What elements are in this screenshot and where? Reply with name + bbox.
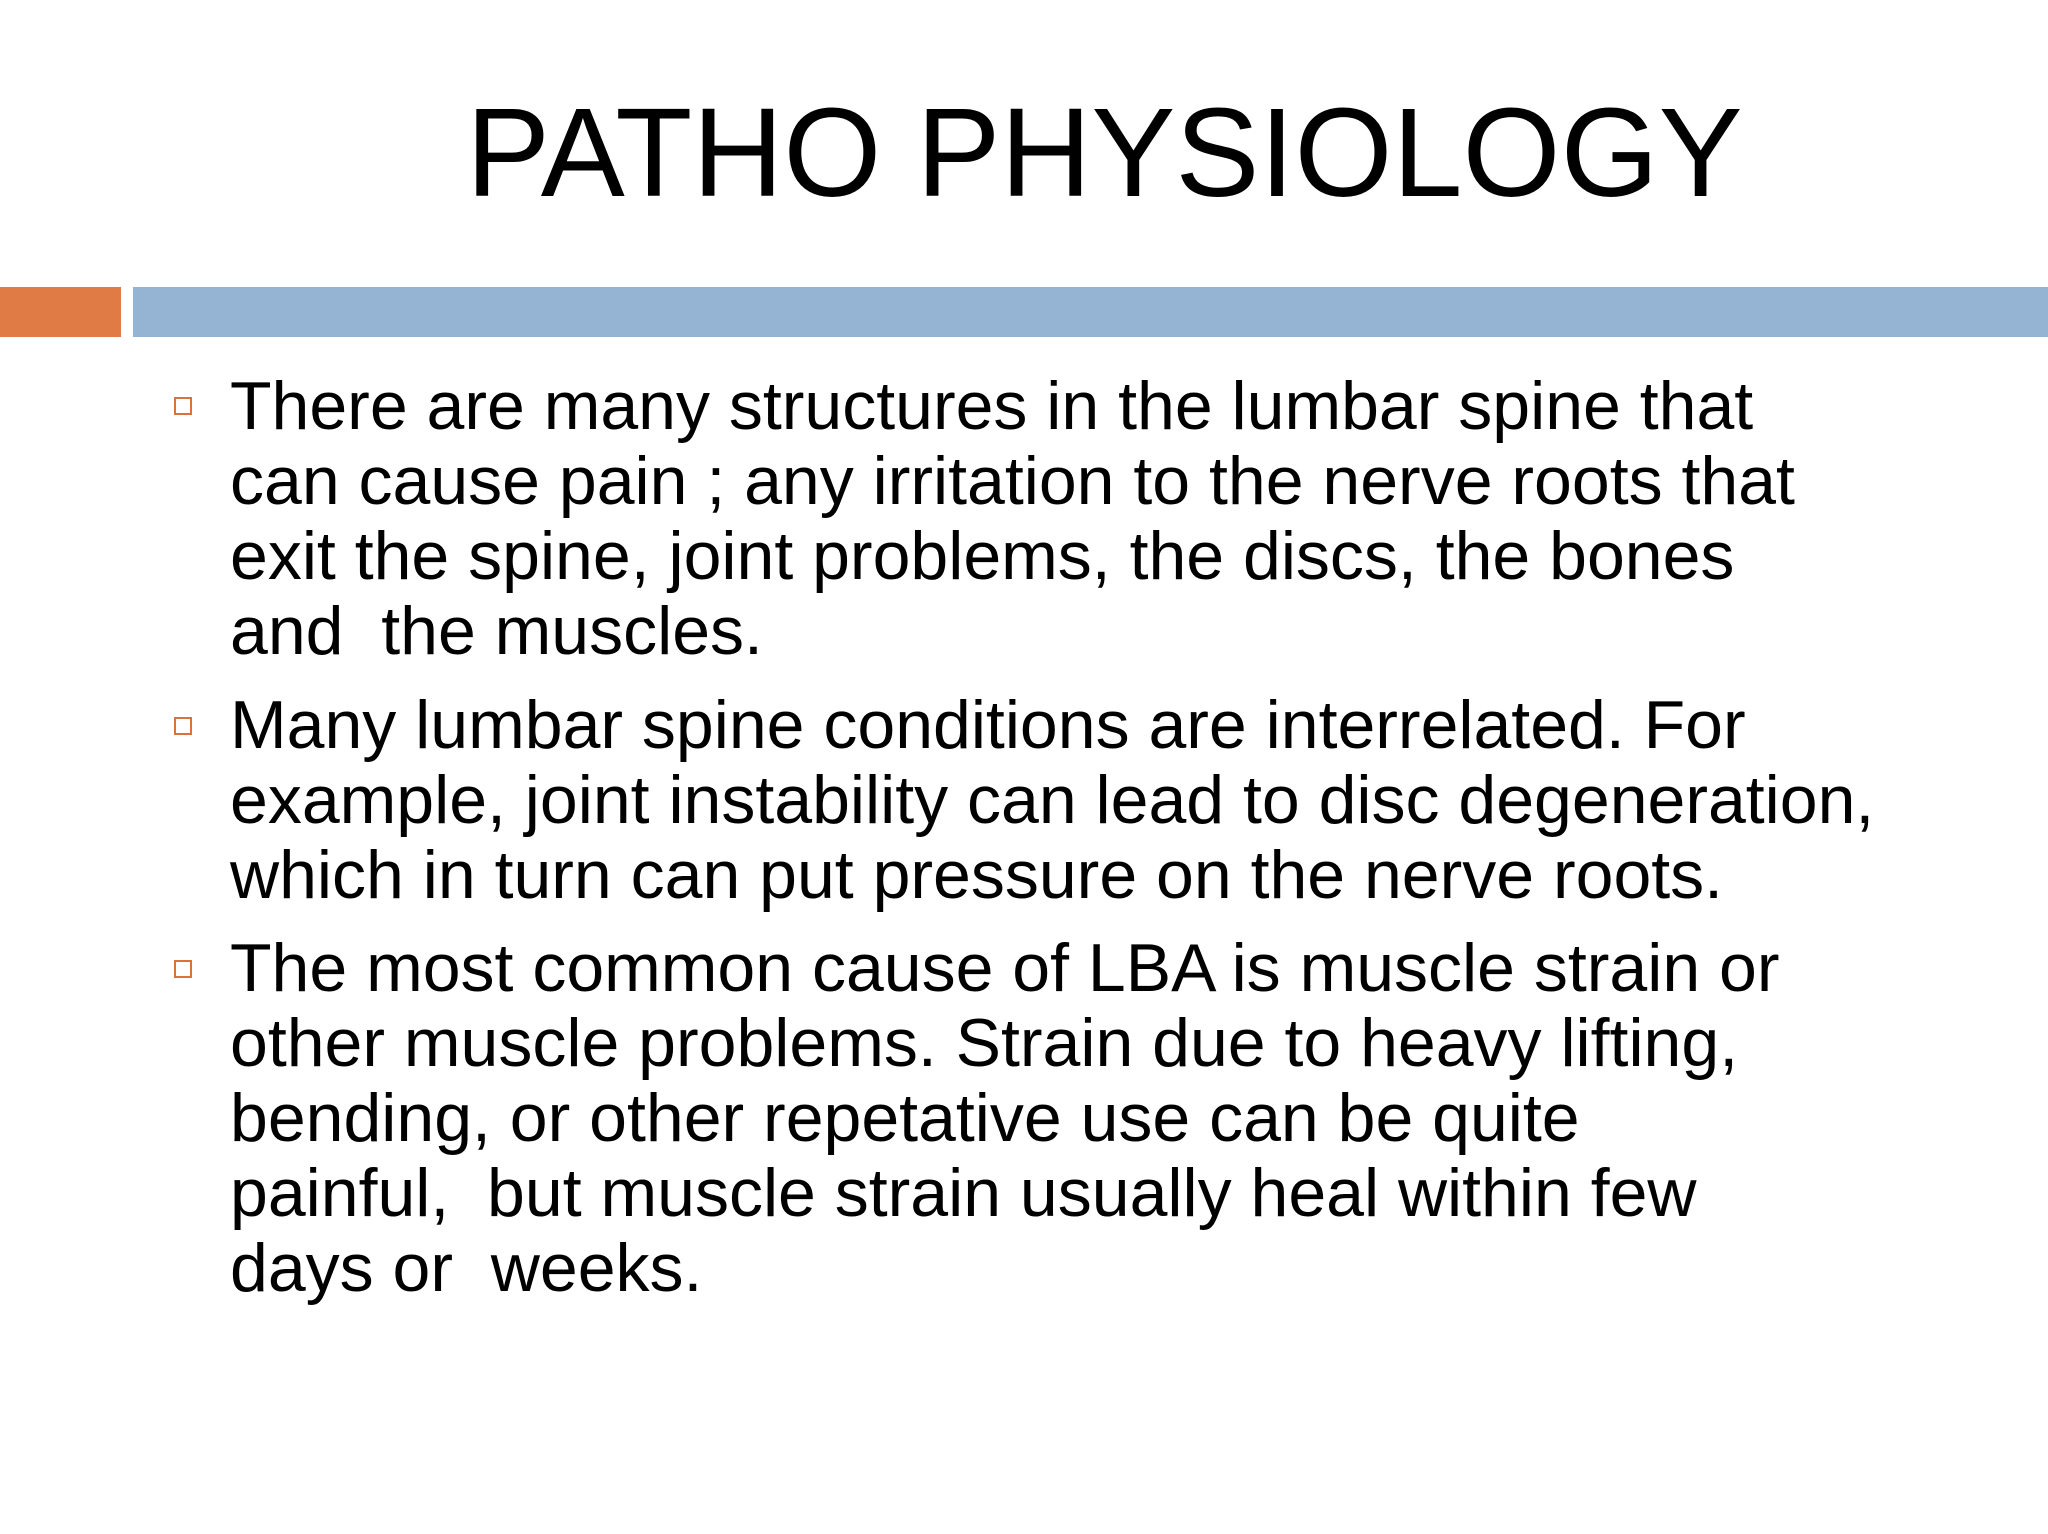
orange-accent-bar: [0, 287, 121, 337]
bullet-2-line-3: which in turn can put pressure on the nerve roots.: [230, 837, 1724, 913]
bullet-3-line-2: other muscle problems. Strain due to heavy lifting,: [230, 1005, 1739, 1081]
hollow-square-bullet-icon: [174, 960, 192, 978]
bullet-3-line-4: painful, but muscle strain usually heal within few: [230, 1155, 1697, 1231]
bullet-3-line-3: bending, or other repetative use can be quite: [230, 1080, 1580, 1156]
bullet-2-line-1: Many lumbar spine conditions are interrelated. For: [230, 687, 1746, 763]
bullet-1-line-4: and the muscles.: [230, 593, 763, 669]
hollow-square-bullet-icon: [174, 717, 192, 735]
bullet-1-line-3: exit the spine, joint problems, the discs, the bones: [230, 518, 1735, 594]
bullet-3-line-1: The most common cause of LBA is muscle strain or: [230, 930, 1780, 1006]
bullet-1-line-2: can cause pain ; any irritation to the nerve roots that: [230, 443, 1795, 519]
slide-title: PATHO PHYSIOLOGY: [466, 82, 1743, 223]
bullet-2-line-2: example, joint instability can lead to disc degeneration,: [230, 762, 1875, 838]
bullet-3-line-5: days or weeks.: [230, 1230, 703, 1306]
blue-accent-bar: [133, 287, 2048, 337]
hollow-square-bullet-icon: [174, 397, 192, 415]
bullet-1-line-1: There are many structures in the lumbar spine that: [230, 368, 1754, 444]
